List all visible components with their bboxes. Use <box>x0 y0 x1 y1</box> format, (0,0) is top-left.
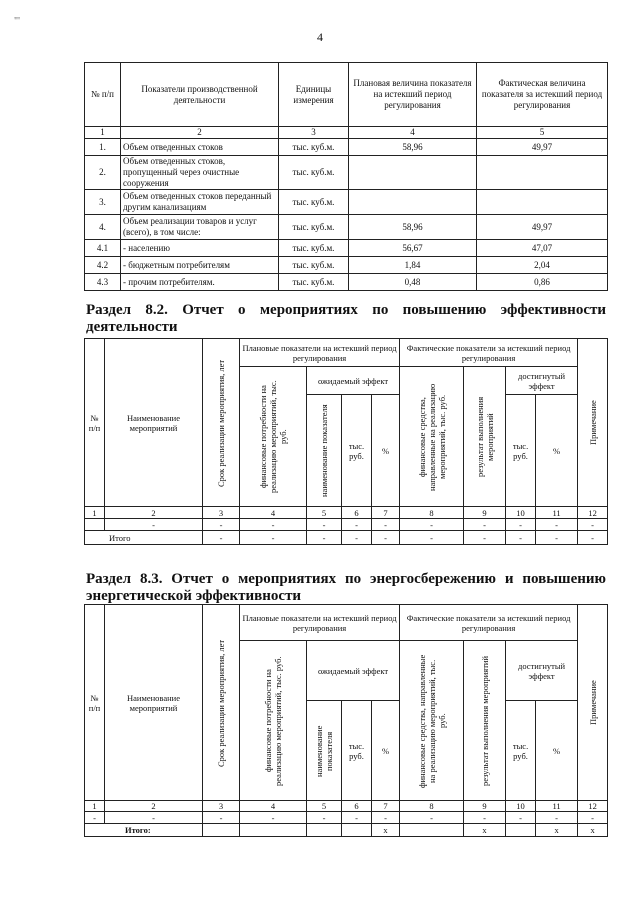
cell: - <box>203 531 240 545</box>
table-row <box>85 156 608 190</box>
cell-name: Объем реализации товаров и услуг (всего), в том числе: <box>121 215 279 240</box>
cell: - <box>372 531 400 545</box>
column-number-row <box>85 127 608 139</box>
cell: - <box>506 531 536 545</box>
cell-fact: 2,04 <box>477 257 608 274</box>
header-pct: % <box>536 701 578 801</box>
cell: x <box>372 824 400 837</box>
cell-plan: 56,67 <box>349 240 477 257</box>
cell-plan <box>349 190 477 215</box>
cell-plan: 58,96 <box>349 215 477 240</box>
cell: - <box>464 531 506 545</box>
cell-name: Объем отведенных стоков, пропущенный через очистные сооружения <box>121 156 279 190</box>
col-number: 9 <box>464 801 506 812</box>
cell: - <box>536 519 578 531</box>
header-plan: Плановые показатели на истекший период регулирования <box>240 605 400 641</box>
cell-plan <box>349 156 477 190</box>
header-term: Срок реализации мероприятия, лет <box>216 358 226 487</box>
header-note: Примечание <box>587 680 598 725</box>
col-number: 7 <box>372 801 400 812</box>
cell-plan: 0,48 <box>349 274 477 291</box>
cell-num: 4.1 <box>85 240 121 257</box>
header-expected-effect: ожидаемый эффект <box>307 641 400 701</box>
total-label: Итого <box>85 531 203 545</box>
table-row <box>85 274 608 291</box>
col-number: 5 <box>477 127 608 139</box>
cell <box>203 824 240 837</box>
cell <box>307 824 342 837</box>
header-num: № п/п <box>85 605 105 801</box>
page-number: 4 <box>317 30 323 44</box>
table-row <box>85 812 608 824</box>
header-pct: % <box>536 395 578 507</box>
cell: - <box>506 812 536 824</box>
col-number: 8 <box>400 801 464 812</box>
cell: x <box>536 824 578 837</box>
header-result: результат выполнения мероприятий <box>479 655 490 786</box>
cell-unit: тыс. куб.м. <box>279 215 349 240</box>
cell: - <box>342 812 372 824</box>
cell: - <box>307 519 342 531</box>
cell: - <box>342 519 372 531</box>
cell <box>506 824 536 837</box>
cell: - <box>85 812 105 824</box>
cell-unit: тыс. куб.м. <box>279 156 349 190</box>
cell: - <box>400 531 464 545</box>
header-rub: тыс. руб. <box>506 701 536 801</box>
column-number-row <box>85 801 608 812</box>
col-number: 1 <box>85 127 121 139</box>
section-8-3-title: Раздел 8.3. Отчет о мероприятиях по энергосбережению и повышению энергетической эффективности <box>86 571 606 604</box>
cell-fact <box>477 190 608 215</box>
header-plan-finance: финансовые потребности на реализацию мероприятий, тыс. руб. <box>263 655 283 786</box>
col-number: 2 <box>121 127 279 139</box>
header-achieved-effect: достигнутый эффект <box>506 641 578 701</box>
cell <box>240 824 307 837</box>
cell: - <box>464 519 506 531</box>
cell-name: - бюджетным потребителям <box>121 257 279 274</box>
col-number: 3 <box>203 801 240 812</box>
cell-unit: тыс. куб.м. <box>279 257 349 274</box>
col-number: 4 <box>240 507 307 519</box>
header-rub: тыс. руб. <box>342 395 372 507</box>
col-number: 3 <box>279 127 349 139</box>
cell-fact <box>477 156 608 190</box>
col-number: 6 <box>342 801 372 812</box>
production-indicators-table <box>84 62 608 291</box>
cell-plan: 58,96 <box>349 139 477 156</box>
table-row <box>85 139 608 156</box>
table-row <box>85 519 608 531</box>
header-plan: Плановые показатели на истекший период регулирования <box>240 339 400 367</box>
efficiency-measures-table <box>84 338 608 545</box>
col-number: 1 <box>85 507 105 519</box>
cell: - <box>372 519 400 531</box>
col-number: 6 <box>342 507 372 519</box>
col-number: 10 <box>506 801 536 812</box>
header-name: Наименование мероприятий <box>105 339 203 507</box>
header-name: Наименование мероприятий <box>105 605 203 801</box>
cell: - <box>240 812 307 824</box>
cell <box>342 824 372 837</box>
cell-name: - прочим потребителям. <box>121 274 279 291</box>
header-plan-finance: финансовые потребности на реализацию мероприятий, тыс. руб. <box>258 380 288 493</box>
header-plan: Плановая величина показателя на истекший период регулирования <box>349 63 477 127</box>
cell-unit: тыс. куб.м. <box>279 139 349 156</box>
cell-name: - населению <box>121 240 279 257</box>
header-fact: Фактические показатели за истекший период регулирования <box>400 605 578 641</box>
cell: - <box>506 519 536 531</box>
header-expected-effect: ожидаемый эффект <box>307 367 400 395</box>
table-row <box>85 240 608 257</box>
cell: - <box>578 812 608 824</box>
header-note: Примечание <box>587 400 598 445</box>
cell: - <box>342 531 372 545</box>
column-number-row <box>85 507 608 519</box>
header-rub: тыс. руб. <box>506 395 536 507</box>
cell-unit: тыс. куб.м. <box>279 190 349 215</box>
cell <box>85 519 105 531</box>
header-achieved-effect: достигнутый эффект <box>506 367 578 395</box>
cell: x <box>464 824 506 837</box>
cell-num: 2. <box>85 156 121 190</box>
header-rub: тыс. руб. <box>342 701 372 801</box>
table-row <box>85 257 608 274</box>
cell-unit: тыс. куб.м. <box>279 274 349 291</box>
cell-fact: 0,86 <box>477 274 608 291</box>
cell: - <box>105 519 203 531</box>
cell: - <box>307 812 342 824</box>
table-header-row <box>85 63 608 127</box>
cell: - <box>464 812 506 824</box>
cell: - <box>578 519 608 531</box>
col-number: 11 <box>536 507 578 519</box>
cell-num: 4. <box>85 215 121 240</box>
cell: - <box>536 531 578 545</box>
header-unit: Единицы измерения <box>279 63 349 127</box>
cell: - <box>578 531 608 545</box>
col-number: 2 <box>105 507 203 519</box>
col-number: 3 <box>203 507 240 519</box>
cell-num: 4.2 <box>85 257 121 274</box>
cell: x <box>578 824 608 837</box>
col-number: 5 <box>307 507 342 519</box>
header-indicator: Показатели производственной деятельности <box>121 63 279 127</box>
section-8-2-title: Раздел 8.2. Отчет о мероприятиях по повышению эффективности деятельности <box>86 302 606 335</box>
cell-num: 1. <box>85 139 121 156</box>
header-fact: Фактические показатели за истекший период регулирования <box>400 339 578 367</box>
cell-fact: 49,97 <box>477 215 608 240</box>
col-number: 5 <box>307 801 342 812</box>
cell-plan: 1,84 <box>349 257 477 274</box>
cell: - <box>307 531 342 545</box>
col-number: 9 <box>464 507 506 519</box>
col-number: 4 <box>349 127 477 139</box>
cell-unit: тыс. куб.м. <box>279 240 349 257</box>
cell: - <box>400 812 464 824</box>
header-indicator-name: наименование показателя <box>314 724 334 777</box>
header-num: № п/п <box>85 339 105 507</box>
header-fact-finance: финансовые средства, направленные на реализацию мероприятий, тыс. руб. <box>416 653 447 788</box>
cell-fact: 47,07 <box>477 240 608 257</box>
cell <box>400 824 464 837</box>
header-fact-finance: финансовые средства, направленные на реализацию мероприятий, тыс. руб. <box>416 382 447 491</box>
col-number: 2 <box>105 801 203 812</box>
cell: - <box>372 812 400 824</box>
header-num: № п/п <box>85 63 121 127</box>
total-label: Итого: <box>85 824 203 837</box>
col-number: 12 <box>578 507 608 519</box>
cell-fact: 49,97 <box>477 139 608 156</box>
header-indicator-name: наименование показателя <box>319 404 329 497</box>
total-row <box>85 531 608 545</box>
col-number: 10 <box>506 507 536 519</box>
col-number: 1 <box>85 801 105 812</box>
col-number: 4 <box>240 801 307 812</box>
col-number: 12 <box>578 801 608 812</box>
col-number: 7 <box>372 507 400 519</box>
header-result: результат выполнения мероприятий <box>474 396 495 477</box>
header-fact: Фактическая величина показателя за истекший период регулирования <box>477 63 608 127</box>
cell-name: Объем отведенных стоков переданный другим канализациям <box>121 190 279 215</box>
cell-num: 3. <box>85 190 121 215</box>
cell: - <box>203 812 240 824</box>
col-number: 8 <box>400 507 464 519</box>
total-row <box>85 824 608 837</box>
cell: - <box>240 531 307 545</box>
cell: - <box>536 812 578 824</box>
cell: - <box>203 519 240 531</box>
table-row <box>85 190 608 215</box>
col-number: 11 <box>536 801 578 812</box>
header-pct: % <box>372 395 400 507</box>
header-pct: % <box>372 701 400 801</box>
cell: - <box>105 812 203 824</box>
cell: - <box>240 519 307 531</box>
corner-mark: "' <box>14 16 20 27</box>
header-term: Срок реализации мероприятия, лет <box>216 638 226 767</box>
cell: - <box>400 519 464 531</box>
cell-num: 4.3 <box>85 274 121 291</box>
cell-name: Объем отведенных стоков <box>121 139 279 156</box>
energy-saving-measures-table <box>84 604 608 837</box>
table-row <box>85 215 608 240</box>
